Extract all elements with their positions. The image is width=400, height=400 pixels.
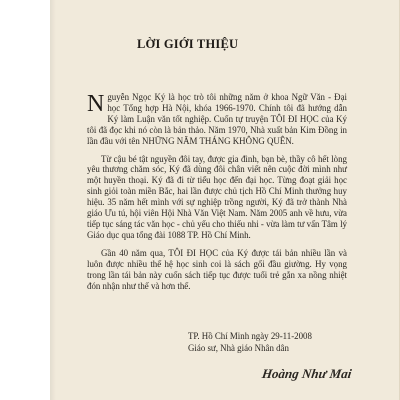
signoff <box>188 330 358 354</box>
body-text <box>87 92 347 298</box>
page-title: LỜI GIỚI THIỆU <box>137 37 239 51</box>
paragraph-1 <box>87 92 347 147</box>
signoff-role: Giáo sư, Nhà giáo Nhân dân <box>188 343 289 353</box>
paragraph-3-text: Gần 40 năm qua, TÔI ĐI HỌC của Ký được tái bản nhiều lần và luôn được nhiều thế hệ học sinh coi là sách gối đầu giường. Hy vọng trong lần tái bản này cuốn sách tiếp tục được tuổi trẻ gắn xa nồng nhiệt đón nhận như thế và hơn thế. <box>87 247 347 291</box>
paragraph-2 <box>87 154 347 241</box>
author-signature: Hoàng Như Mai <box>261 366 353 381</box>
signoff-place-date: TP. Hồ Chí Minh ngày 29-11-2008 <box>188 331 312 341</box>
paragraph-1-text: guyễn Ngọc Ký là học trò tôi những năm ở khoa Ngữ Văn - Đại học Tổng hợp Hà Nội, khóa 1966-1970. Chính tôi đã hướng dẫn Ký làm Luận văn tốt nghiệp. Cuốn tự truyện TÔI ĐI HỌC của Ký tôi đã đọc khi nó còn là bản thảo. Năm 1970, Nhà xuất bản Kim Đồng in lần đầu với tên NHỮNG NĂM THÁNG KHÔNG QUÊN. <box>87 92 347 146</box>
paragraph-3 <box>87 248 347 292</box>
page-gutter-shadow <box>50 0 56 400</box>
paragraph-2-text: Từ cậu bé tật nguyền đôi tay, được gia đình, bạn bè, thầy cô hết lòng yêu thương chăm sóc, Ký đã dùng đôi chân viết nên cuộc đời mình như một huyền thoại. Ký đã đi từ tiểu học đến đại học. Từng đoạt giải học sinh giỏi toàn miền Bắc, hai lần được chủ tịch Hồ Chí Minh thưởng huy hiệu. 35 năm hết mình với sự nghiệp trồng người, Ký đã trở thành Nhà giáo Ưu tú, hội viên Hội Nhà Văn Việt Nam. Năm 2005 anh về hưu, vừa tiếp tục sáng tác văn học - chủ yếu cho thiếu nhi - vừa làm tư vấn Tâm lý Giáo dục qua tổng đài 1088 TP. Hồ Chí Minh. <box>87 153 347 240</box>
drop-cap: N <box>87 91 105 117</box>
